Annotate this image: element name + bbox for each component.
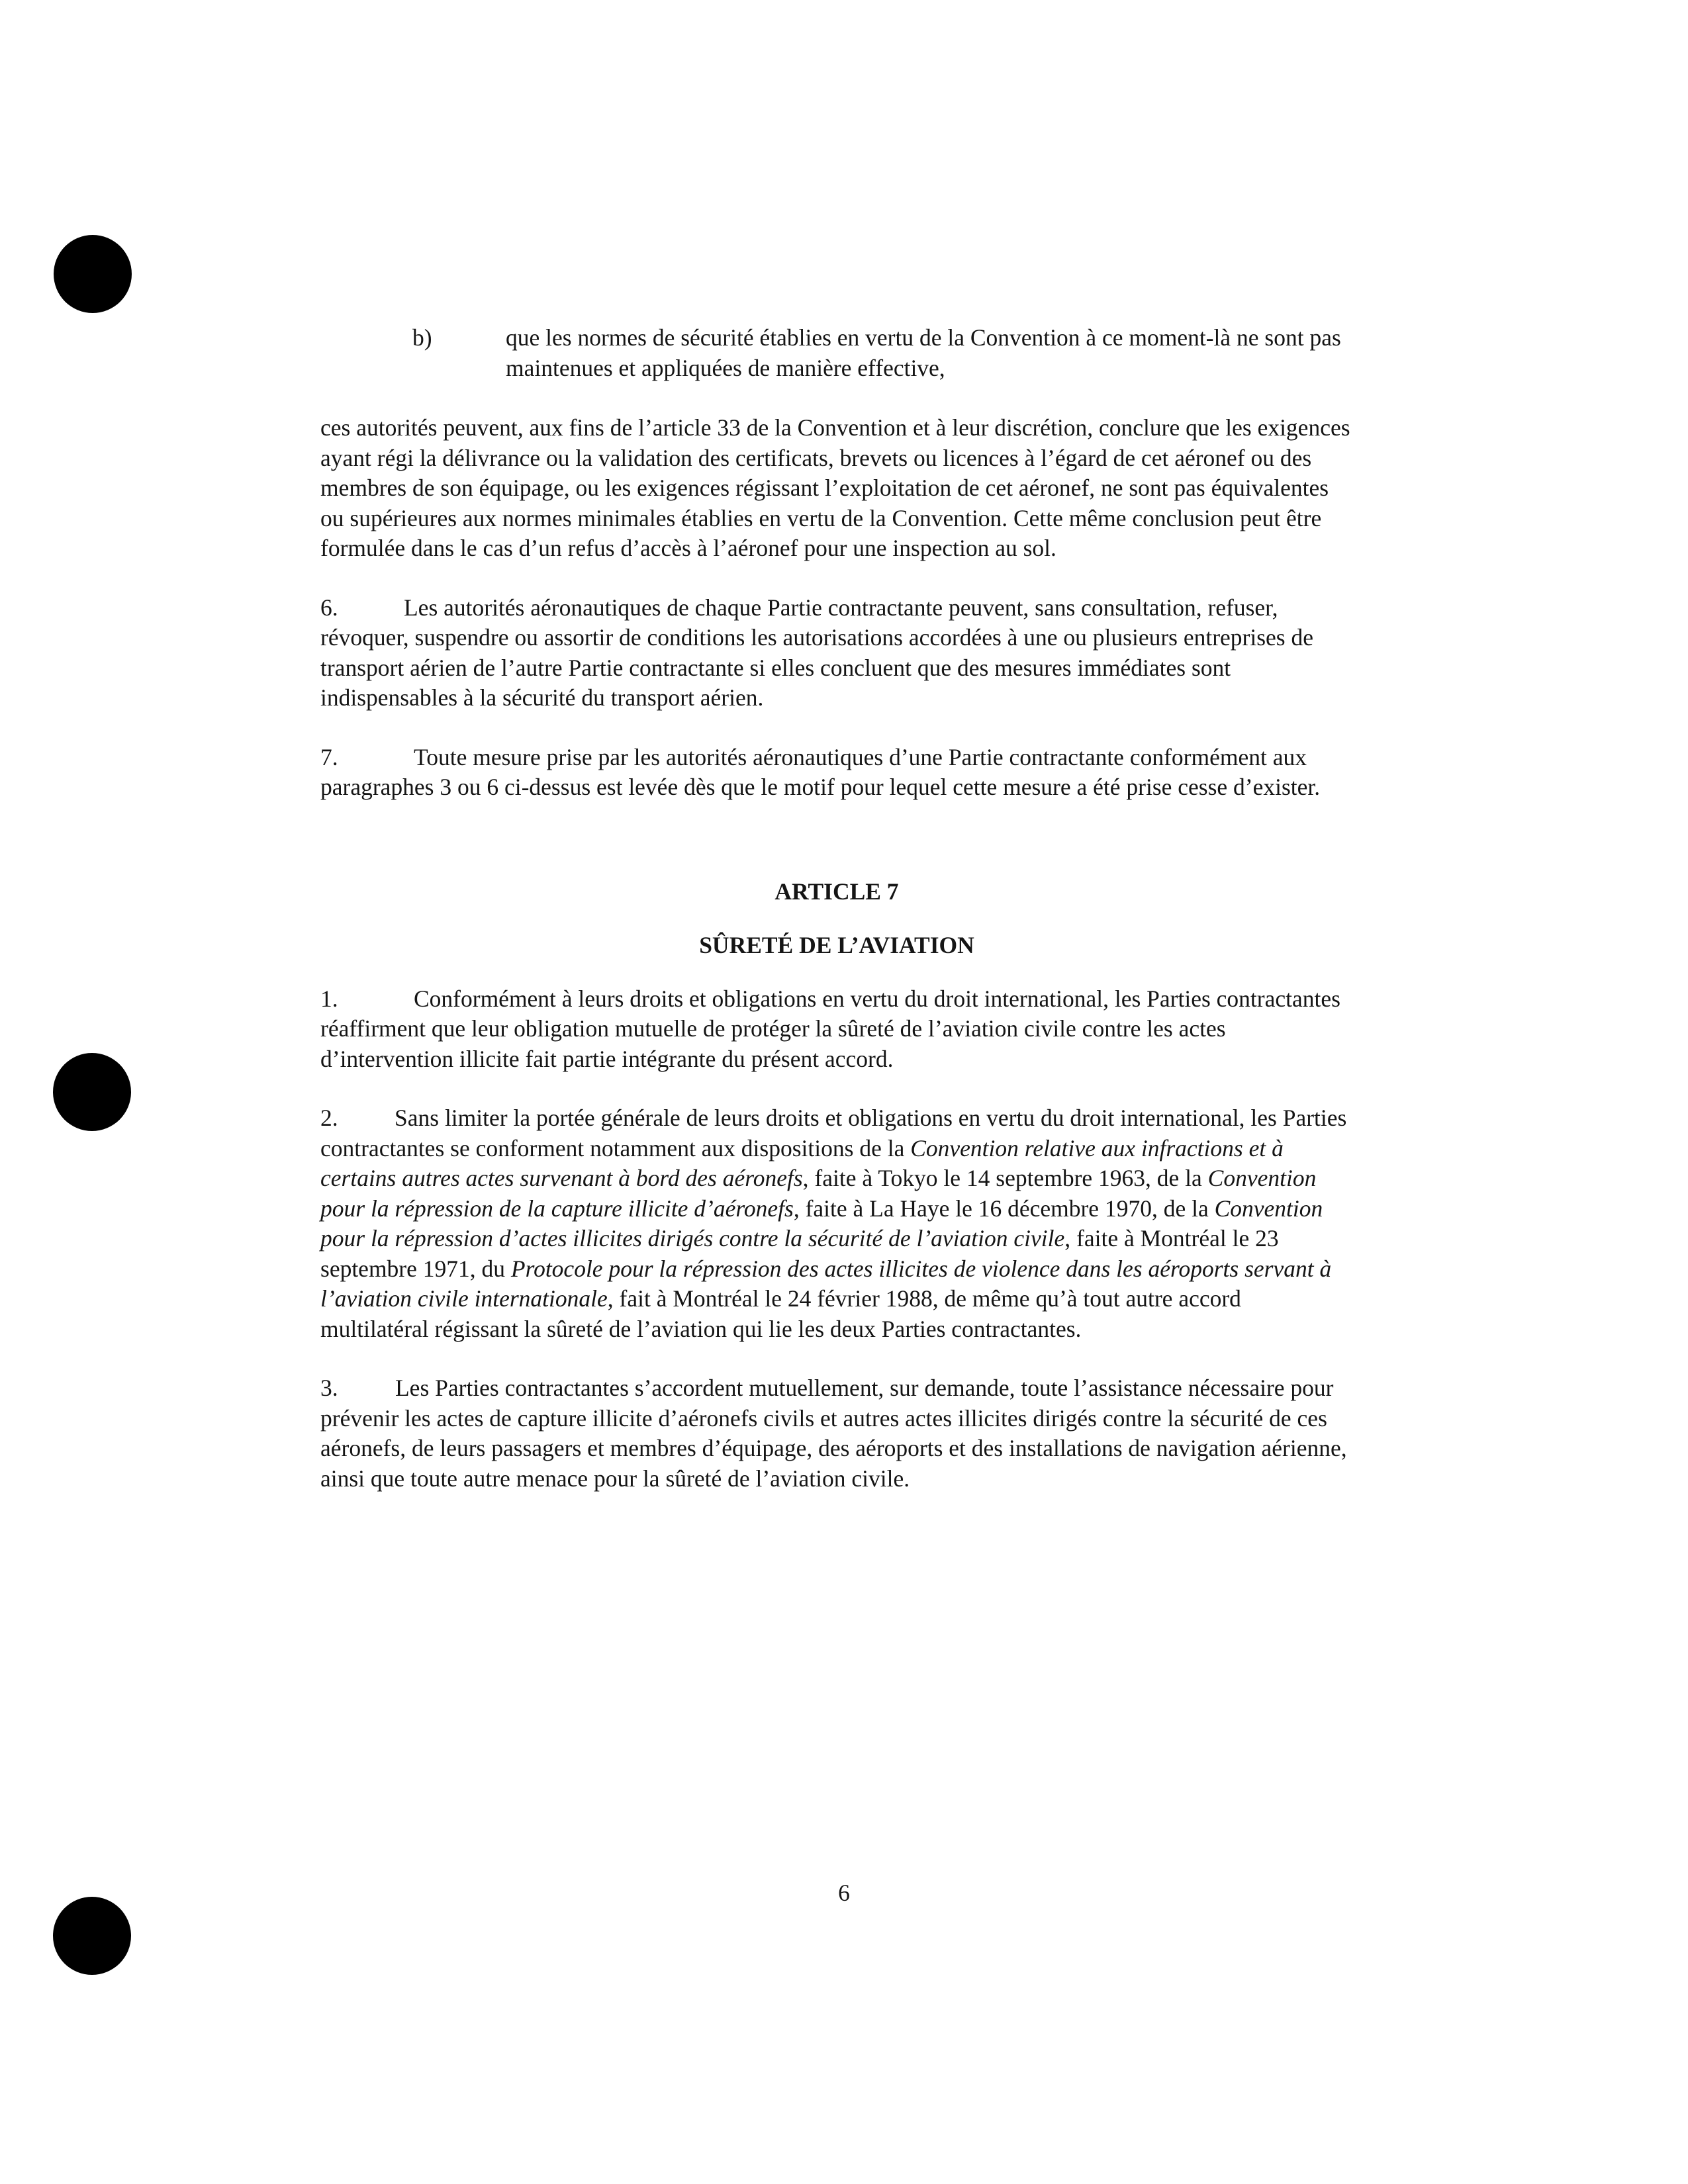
- article-7-paragraph-3-text: Les Parties contractantes s’accordent mutuellement, sur demande, toute l’assistance nécessaire pour prévenir les actes de capture illicite d’aéronefs civils et autres actes illicites dirigés contre la sécurité de ces aéronefs, de leurs passagers et membres d’équipage, des aéroports et des installations de navigation aérienne, ainsi que toute autre menace pour la sûreté de l’aviation civile.: [320, 1375, 1347, 1492]
- treaty-title-montreal: Convention pour la répression d’actes illicites dirigés contre la sécurité de l’aviation civile: [320, 1195, 1323, 1251]
- list-item-b: [320, 323, 1353, 383]
- article-7-paragraph-2: [320, 1103, 1353, 1344]
- binder-hole-middle: [53, 1053, 131, 1131]
- paragraph-continuation: ces autorités peuvent, aux fins de l’article 33 de la Convention et à leur discrétion, conclure que les exigences ayant régi la délivrance ou la validation des certificats, brevets ou licences à l’égard de cet aéronef ou des membres de son équipage, ou les exigences régissant l’exploitation de cet aéronef, ne sont pas équivalentes ou supérieures aux normes minimales établies en vertu de la Convention. Cette même conclusion peut être formulée dans le cas d’un refus d’accès à l’aéronef pour une inspection au sol.: [320, 414, 1350, 561]
- binder-hole-top: [54, 235, 132, 313]
- article-7-paragraph-2-text: Sans limiter la portée générale de leurs droits et obligations en vertu du droit international, les Parties contractantes se conforment notamment aux dispositions de la: [320, 1105, 1347, 1161]
- article-7-paragraph-3: [320, 1373, 1353, 1494]
- page-number: 6: [838, 1880, 850, 1906]
- binder-hole-bottom: [53, 1897, 131, 1975]
- article-7-paragraph-2-text: , fait à Montréal le 24 février 1988, de même qu’à tout autre accord multilatéral régissant la sûreté de l’aviation qui lie les deux Parties contractantes.: [320, 1285, 1241, 1342]
- paragraph-6-number: 6.: [320, 594, 338, 621]
- protocol-title-montreal: Protocole pour la répression des actes illicites de violence dans les aéroports servant à l’aviation civile internationale: [320, 1255, 1332, 1312]
- article-7-paragraph-2-text: , faite à Montréal le 23 septembre 1971, du: [320, 1225, 1279, 1282]
- article-title: SÛRETÉ DE L’AVIATION: [699, 931, 974, 958]
- paragraph-6-text: Les autorités aéronautiques de chaque Partie contractante peuvent, sans consultation, refuser, révoquer, suspendre ou assortir de conditions les autorisations accordées à une ou plusieurs entreprises de transport aérien de l’autre Partie contractante si elles concluent que des mesures immédiates sont indispensables à la sécurité du transport aérien.: [320, 594, 1313, 711]
- treaty-title-hague: Convention pour la répression de la capture illicite d’aéronefs: [320, 1165, 1317, 1222]
- article-7-paragraph-2-number: 2.: [320, 1105, 338, 1131]
- paragraph-7: [320, 743, 1353, 803]
- list-marker-b: b): [412, 324, 432, 351]
- article-7-paragraph-2-text: , faite à Tokyo le 14 septembre 1963, de la: [802, 1165, 1208, 1191]
- article-7-paragraph-1-number: 1.: [320, 985, 338, 1012]
- list-item-b-text: que les normes de sécurité établies en vertu de la Convention à ce moment-là ne sont pas maintenues et appliquées de manière effective,: [506, 324, 1341, 381]
- article-7-paragraph-2-text: , faite à La Haye le 16 décembre 1970, de la: [793, 1195, 1215, 1222]
- article-heading: ARTICLE 7: [774, 878, 899, 905]
- paragraph-7-text: Toute mesure prise par les autorités aéronautiques d’une Partie contractante conformément aux paragraphes 3 ou 6 ci-dessus est levée dès que le motif pour lequel cette mesure a été prise cesse d’exister.: [320, 743, 1321, 800]
- article-7-paragraph-3-number: 3.: [320, 1375, 338, 1401]
- paragraph-6: [320, 593, 1353, 713]
- treaty-title-tokyo: Convention relative aux infractions et à certains autres actes survenant à bord des aéronefs: [320, 1134, 1284, 1191]
- document-body: [320, 323, 1353, 1494]
- paragraph-7-number: 7.: [320, 743, 338, 770]
- article-7-paragraph-1: [320, 984, 1353, 1075]
- article-7-paragraph-1-text: Conformément à leurs droits et obligations en vertu du droit international, les Parties contractantes réaffirment que leur obligation mutuelle de protéger la sûreté de l’aviation civile contre les actes d’intervention illicite fait partie intégrante du présent accord.: [320, 985, 1340, 1072]
